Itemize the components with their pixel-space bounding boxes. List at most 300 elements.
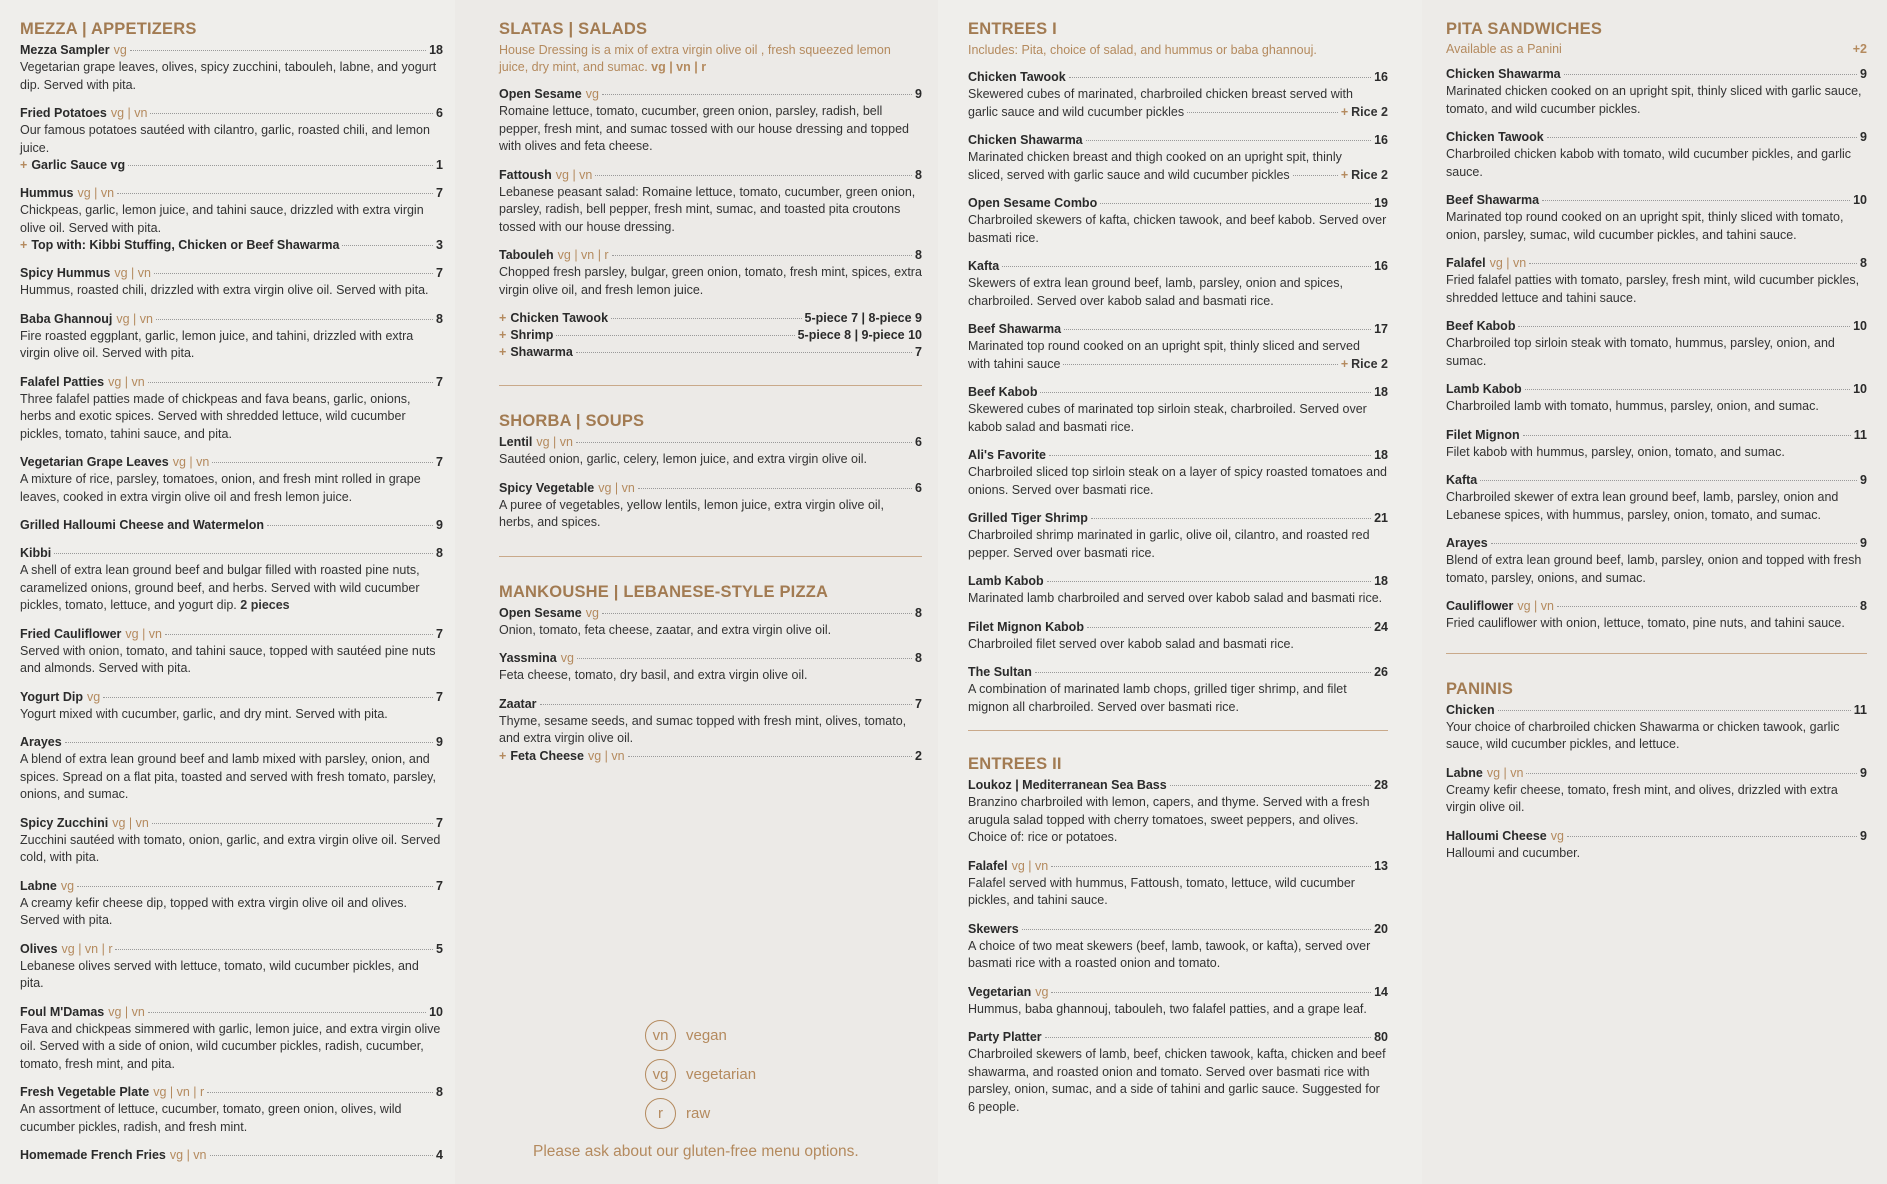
- paninis-list: [1446, 702, 1867, 863]
- dot-leader: [602, 613, 912, 614]
- menu-item: [968, 1029, 1388, 1116]
- menu-item-header: [968, 1029, 1388, 1046]
- menu-item-description: Charbroiled chicken kabob with tomato, wild cucumber pickles, and garlic sauce.: [1446, 147, 1852, 179]
- menu-item-price: 11: [1853, 702, 1867, 717]
- pita-list: [1446, 66, 1867, 633]
- menu-item-header: [1446, 472, 1867, 489]
- dot-leader: [1100, 203, 1371, 204]
- menu-item-header: [499, 605, 922, 622]
- menu-item-description: Marinated top round cooked on an upright spit, thinly sliced with tomato, onion, parsley, sumac, wild cucumber pickles, and tahini sauce.: [1446, 210, 1844, 242]
- dot-leader: [54, 553, 433, 554]
- menu-item-price: 10: [1853, 193, 1867, 207]
- menu-item-price: 19: [1374, 196, 1388, 210]
- dot-leader: [130, 50, 426, 51]
- section-title-pizza: MANKOUSHE | LEBANESE-STYLE PIZZA: [499, 582, 829, 601]
- menu-item-price: 18: [1374, 574, 1388, 588]
- menu-item: [1446, 828, 1867, 863]
- menu-item-header: [20, 311, 443, 328]
- section-title-paninis: PANINIS: [1446, 679, 1514, 698]
- menu-item-description: Hummus, roasted chili, drizzled with extra virgin olive oil. Served with pita.: [20, 283, 429, 297]
- menu-item: [499, 480, 922, 532]
- menu-item-header: [499, 696, 922, 713]
- diet-tags: vg | vn: [108, 1004, 145, 1019]
- menu-item-description: Charbroiled lamb with tomato, hummus, parsley, onion, and sumac.: [1446, 399, 1819, 413]
- menu-item: [20, 878, 443, 930]
- menu-item-name: Grilled Tiger Shrimp: [968, 511, 1088, 525]
- menu-item-price: 7: [436, 626, 443, 641]
- menu-item-price: 10: [429, 1004, 443, 1019]
- dot-leader: [128, 165, 433, 166]
- menu-item-name: Beef Kabob: [1446, 319, 1516, 333]
- menu-item-header: [968, 258, 1388, 275]
- legend-label: vegan: [686, 1027, 727, 1044]
- menu-item-header: [20, 517, 443, 534]
- menu-item: [499, 696, 922, 765]
- menu-item-description: Yogurt mixed with cucumber, garlic, and dry mint. Served with pita.: [20, 706, 388, 721]
- menu-item-name: Lamb Kabob: [968, 574, 1044, 588]
- menu-item-price: 9: [436, 735, 443, 749]
- menu-item: [1446, 192, 1867, 244]
- dot-leader: [1491, 543, 1857, 544]
- menu-item-name: Falafel: [1446, 256, 1486, 270]
- menu-item-price: 8: [915, 651, 922, 665]
- menu-item-description: Onion, tomato, feta cheese, zaatar, and extra virgin olive oil.: [499, 622, 832, 637]
- menu-item-name: Fresh Vegetable Plate: [20, 1085, 150, 1099]
- menu-item-extra: [1341, 167, 1388, 185]
- menu-item-name: Beef Shawarma: [968, 322, 1062, 336]
- menu-item-header: [968, 384, 1388, 401]
- menu-item-header: [499, 86, 922, 103]
- menu-item-price: 9: [436, 518, 443, 532]
- menu-item-price: 7: [436, 455, 443, 469]
- addon-row: [20, 237, 443, 254]
- menu-item-price: 80: [1374, 1030, 1388, 1044]
- menu-item-header: [20, 185, 443, 202]
- diet-tags: vg | vn: [1011, 858, 1049, 873]
- addon-name: Feta Cheese: [510, 748, 584, 763]
- menu-item-price: 5: [436, 941, 443, 956]
- dot-leader: [1045, 1037, 1371, 1038]
- menu-item: [1446, 255, 1867, 307]
- diet-tags: vg | vn: [1486, 765, 1524, 780]
- menu-item-description: garlic sauce and wild cucumber pickles: [968, 104, 1185, 119]
- menu-item-name: Spicy Hummus: [20, 266, 111, 280]
- menu-item-description: Charbroiled top sirloin steak with tomato, hummus, parsley, onion, and sumac.: [1446, 336, 1835, 368]
- menu-item-price: 9: [1860, 536, 1867, 550]
- legend-label: raw: [686, 1105, 711, 1122]
- diet-tags: vg | vn: [1517, 599, 1554, 613]
- menu-item-price: 16: [1374, 70, 1388, 84]
- gluten-free-note: Please ask about our gluten-free menu options.: [533, 1143, 859, 1160]
- menu-item-header: [499, 480, 922, 497]
- menu-item-description: Charbroiled sliced top sirloin steak on a layer of spicy roasted tomatoes and onions. Served over basmati rice.: [968, 465, 1387, 497]
- menu-item-description: Charbroiled skewers of lamb, beef, chicken tawook, kafta, chicken and beef shawarma, and roasted onion and tomato. Served over basmati rice with parsley, onion, sumac, and a side of tahini and garlic sauce. Suggested for 6 people.: [968, 1047, 1386, 1114]
- menu-item-description: Chopped fresh parsley, bulgar, green onion, tomato, fresh mint, spices, extra virgin olive oil, and fresh lemon juice.: [499, 265, 922, 297]
- menu-item: [968, 573, 1388, 608]
- dot-leader: [267, 525, 433, 526]
- menu-item-header: [20, 374, 443, 391]
- section-title-salads: SLATAS | SALADS: [499, 20, 648, 38]
- diet-tags: vg | vn | r: [153, 1085, 205, 1099]
- menu-item-price: 9: [1860, 765, 1867, 780]
- menu-item-name: Grilled Halloumi Cheese and Watermelon: [20, 518, 265, 532]
- menu-item-description: sliced, served with garlic sauce and wild cucumber pickles: [968, 167, 1290, 182]
- dot-leader: [342, 245, 433, 246]
- plus-icon: +: [20, 158, 28, 172]
- menu-item-header: [1446, 318, 1867, 335]
- diet-tags: vg: [1550, 828, 1564, 843]
- menu-item: [20, 311, 443, 363]
- dot-leader: [152, 823, 433, 824]
- dot-leader: [628, 756, 912, 757]
- section-title-soups: SHORBA | SOUPS: [499, 412, 645, 430]
- menu-item: [20, 689, 443, 724]
- addon-name: Top with: Kibbi Stuffing, Chicken or Beef Shawarma: [31, 238, 340, 252]
- menu-item-description: Thyme, sesame seeds, and sumac topped with fresh mint, olives, tomato, and extra virgin olive oil.: [499, 713, 907, 745]
- menu-item: [20, 517, 443, 534]
- menu-item-name: Lentil: [499, 435, 533, 449]
- menu-item-price: 8: [1860, 599, 1867, 613]
- menu-item-header: [20, 105, 443, 122]
- menu-item-name: Labne: [1446, 765, 1483, 780]
- diet-tags: vg: [585, 605, 599, 620]
- menu-item: [1446, 318, 1867, 370]
- menu-item-name: Lamb Kabob: [1446, 382, 1522, 396]
- legend-vegetarian: [645, 1059, 756, 1090]
- menu-item-description: Halloumi and cucumber.: [1446, 845, 1581, 860]
- menu-item-price: 9: [1860, 828, 1867, 843]
- dot-leader: [154, 273, 433, 274]
- menu-item-extra: [1341, 356, 1388, 374]
- menu-item: [1446, 66, 1867, 118]
- menu-item-name: Open Sesame: [499, 605, 582, 620]
- menu-item-name: Fried Cauliflower: [20, 626, 122, 641]
- plus-icon: +: [1340, 356, 1349, 371]
- diet-tags: vg | vn | r: [557, 248, 609, 262]
- menu-item-description: A shell of extra lean ground beef and bulgar filled with roasted pine nuts, caramelized onions, ground beef, and herbs. Served with wild cucumber pickles, tomato, lettuce, and yogurt dip. 2 pieces: [20, 563, 420, 612]
- menu-item-header: [20, 1084, 443, 1101]
- menu-item-description: Marinated top round cooked on an upright spit, thinly sliced and served: [968, 339, 1360, 353]
- menu-item-price: 8: [915, 248, 922, 262]
- menu-item: [968, 132, 1388, 184]
- menu-item-price: 7: [436, 689, 443, 704]
- addon-row: [20, 157, 443, 174]
- dot-leader: [103, 697, 433, 698]
- menu-item-price: 8: [915, 167, 922, 182]
- menu-item-header: [1446, 192, 1867, 209]
- menu-item-price: 8: [915, 605, 922, 620]
- raw-icon: r: [645, 1098, 676, 1129]
- menu-item-description: Lebanese peasant salad: Romaine lettuce, tomato, cucumber, green onion, parsley, radish, bell pepper, fresh mint, sumac, and toasted pita croutons tossed with our house dressing.: [499, 184, 916, 234]
- menu-item-price: 8: [1860, 256, 1867, 270]
- menu-item-price: 9: [1860, 67, 1867, 81]
- menu-item-header: [1446, 381, 1867, 398]
- menu-item: [499, 167, 922, 237]
- menu-item-description: Three falafel patties made of chickpeas and fava beans, garlic, onions, herbs and exotic spices. Served with shredded lettuce, wild cucumber pickles, tomato, tahini sauce, and pita.: [20, 391, 411, 441]
- menu-item: [968, 984, 1388, 1019]
- dot-leader: [1002, 266, 1371, 267]
- menu-item-description: Sautéed onion, garlic, celery, lemon juice, and extra virgin olive oil.: [499, 452, 868, 466]
- menu-item-description: Charbroiled skewers of kafta, chicken tawook, and beef kabob. Served over basmati rice.: [968, 213, 1387, 245]
- menu-item-header: [968, 777, 1388, 794]
- diet-tags: vg: [86, 689, 101, 704]
- panel-mezza: [0, 0, 455, 1184]
- menu-item-price: 18: [1374, 385, 1388, 399]
- menu-item-name: Fried Potatoes: [20, 106, 107, 120]
- addon-row: [499, 748, 922, 765]
- menu-item-name: Filet Mignon: [1446, 427, 1520, 442]
- menu-item-name: Yogurt Dip: [20, 689, 83, 704]
- menu-item: [968, 510, 1388, 562]
- dot-leader: [1047, 581, 1371, 582]
- menu-item: [499, 86, 922, 156]
- panel-pita-paninis: [1422, 0, 1887, 1184]
- menu-item-description: Vegetarian grape leaves, olives, spicy zucchini, tabouleh, labne, and yogurt dip. Served with pita.: [20, 60, 437, 92]
- section-title-entrees-1: ENTREES I: [968, 20, 1057, 38]
- extra-label: Rice 2: [1351, 356, 1388, 371]
- addon-name: Shrimp: [510, 328, 554, 342]
- menu-item-price: 20: [1374, 921, 1388, 936]
- menu-item-description: Marinated lamb charbroiled and served over kabob salad and basmati rice.: [968, 591, 1383, 605]
- plus-icon: +: [499, 748, 507, 763]
- mezza-list: [20, 42, 443, 1164]
- menu-item-name: Arayes: [20, 735, 62, 749]
- dot-leader: [1063, 364, 1337, 365]
- menu-item: [968, 258, 1388, 310]
- menu-item-price: 18: [429, 43, 443, 57]
- menu-item-price: 18: [1374, 448, 1388, 462]
- addon-row: [499, 344, 922, 361]
- dot-leader: [212, 462, 433, 463]
- diet-tags: vg | vn: [169, 1148, 207, 1162]
- dot-leader: [1557, 606, 1857, 607]
- menu-item-price: 7: [436, 815, 443, 830]
- menu-item-header: [20, 454, 443, 471]
- menu-item: [968, 321, 1388, 373]
- menu-item-name: Filet Mignon Kabob: [968, 619, 1084, 634]
- addon-price: 2: [915, 748, 922, 763]
- menu-item-price: 8: [436, 311, 443, 326]
- menu-item: [1446, 702, 1867, 754]
- menu-item-header: [499, 434, 922, 451]
- dot-leader: [611, 318, 802, 319]
- menu-item-header: [20, 626, 443, 643]
- menu-item-header: [968, 858, 1388, 875]
- menu-item-header: [968, 447, 1388, 464]
- diet-legend: [645, 1020, 756, 1137]
- menu-item: [1446, 598, 1867, 633]
- addon-price: 1: [436, 158, 443, 172]
- diet-tags: vg | vn: [112, 815, 149, 830]
- menu-item-price: 21: [1374, 511, 1388, 525]
- addon-name: Chicken Tawook: [510, 311, 609, 325]
- menu-item-price: 14: [1374, 984, 1388, 999]
- menu-item-description: A choice of two meat skewers (beef, lamb, tawook, or kafta), served over basmati rice with a roasted onion and tomato.: [968, 938, 1371, 970]
- menu-item-header: [499, 167, 922, 184]
- menu-item-description: A combination of marinated lamb chops, grilled tiger shrimp, and filet mignon all charbroiled. Served over basmati rice.: [968, 682, 1347, 714]
- menu-item-price: 28: [1374, 778, 1388, 792]
- vegetarian-icon: vg: [645, 1059, 676, 1090]
- menu-item-header: [1446, 535, 1867, 552]
- dot-leader: [77, 886, 433, 887]
- diet-tags: vg: [113, 43, 127, 57]
- menu-item-name: Beef Kabob: [968, 385, 1038, 399]
- dot-leader: [1086, 140, 1371, 141]
- salads-note: House Dressing is a mix of extra virgin olive oil , fresh squeezed lemon juice, dry mint, and sumac. vg | vn | r: [499, 43, 891, 74]
- dot-leader: [1051, 992, 1371, 993]
- menu-item-name: Falafel: [968, 858, 1008, 873]
- menu-item-description: Falafel served with hummus, Fattoush, tomato, lettuce, wild cucumber pickles, and tahini sauce.: [968, 875, 1355, 907]
- diet-tags: vg | vn: [108, 374, 145, 389]
- menu-item: [20, 265, 443, 300]
- menu-item-description: Blend of extra lean ground beef, lamb, parsley, onion and topped with fresh tomato, parsley, onions, and sumac.: [1446, 553, 1862, 585]
- menu-item-description: A blend of extra lean ground beef and lamb mixed with parsley, onion, and spices. Spread on a flat pita, toasted and served with fresh tomato, parsley, onions, and sumac.: [20, 752, 436, 801]
- menu-item: [20, 626, 443, 678]
- diet-tags: vg | vn: [598, 480, 635, 495]
- dot-leader: [1064, 329, 1371, 330]
- menu-item-name: Spicy Vegetable: [499, 480, 595, 495]
- menu-item-name: Fattoush: [499, 167, 552, 182]
- menu-item-description: Fried cauliflower with onion, lettuce, tomato, pine nuts, and tahini sauce.: [1446, 616, 1845, 630]
- dot-leader: [595, 175, 912, 176]
- menu-item-price: 7: [436, 186, 443, 200]
- menu-item-price: 13: [1374, 858, 1388, 873]
- menu-item: [968, 921, 1388, 973]
- menu-item: [20, 815, 443, 867]
- menu-item-name: Chicken Tawook: [1446, 130, 1544, 144]
- menu-item: [1446, 381, 1867, 416]
- menu-item-name: Yassmina: [499, 651, 557, 665]
- menu-item-description: Hummus, baba ghannouj, tabouleh, two falafel patties, and a grape leaf.: [968, 1001, 1367, 1016]
- diet-tags: vg: [1035, 984, 1049, 999]
- menu-item: [968, 447, 1388, 499]
- entrees-1-list: [968, 69, 1388, 716]
- addon-price: 3: [436, 238, 443, 252]
- menu-item-name: Kafta: [968, 259, 1000, 273]
- menu-item-description: Chickpeas, garlic, lemon juice, and tahini sauce, drizzled with extra virgin olive oil. Served with pita.: [20, 203, 424, 235]
- menu-item-header: [20, 734, 443, 751]
- divider: [968, 730, 1388, 731]
- divider: [1446, 653, 1867, 654]
- menu-item-description: Fava and chickpeas simmered with garlic, lemon juice, and extra virgin olive oil. Served with a side of onion, wild cucumber pickles, radish, cucumber, tomato, fresh mint, and pita.: [20, 1021, 441, 1071]
- menu-item-description: Filet kabob with hummus, parsley, onion, tomato, and sumac.: [1446, 444, 1785, 459]
- dot-leader: [1022, 929, 1371, 930]
- addon-price: 5-piece 8 | 9-piece 10: [797, 328, 922, 342]
- menu-item: [20, 1004, 443, 1074]
- dot-leader: [1480, 480, 1857, 481]
- menu-item-name: Open Sesame Combo: [968, 196, 1098, 210]
- diet-tags: vg | vn: [77, 186, 115, 200]
- diet-tags: vg | vn: [114, 266, 151, 280]
- menu-item-extra: [1341, 104, 1388, 122]
- menu-item-header: [1446, 66, 1867, 83]
- menu-item-price: 16: [1374, 259, 1388, 273]
- menu-item-description-line: [968, 356, 1388, 374]
- dot-leader: [1498, 710, 1851, 711]
- menu-item-description: Romaine lettuce, tomato, cucumber, green onion, parsley, radish, bell pepper, fresh mint, and sumac tossed with our house dressing and topped with olives and feta cheese.: [499, 104, 909, 153]
- legend-raw: [645, 1098, 756, 1129]
- menu-item-header: [1446, 765, 1867, 782]
- diet-tags: vg | vn: [1489, 256, 1527, 270]
- dot-leader: [1547, 137, 1857, 138]
- menu-item-description: A puree of vegetables, yellow lentils, lemon juice, extra virgin olive oil, herbs, and spices.: [499, 497, 884, 529]
- menu-item-description: Feta cheese, tomato, dry basil, and extra virgin olive oil.: [499, 668, 808, 682]
- plus-icon: +: [1340, 104, 1349, 119]
- menu-item-price: 6: [436, 106, 443, 120]
- menu-item: [1446, 427, 1867, 462]
- dot-leader: [638, 488, 912, 489]
- dot-leader: [115, 949, 433, 950]
- menu-item: [968, 777, 1388, 847]
- dot-leader: [210, 1155, 434, 1156]
- menu-item-header: [968, 321, 1388, 338]
- divider: [499, 385, 922, 386]
- plus-icon: +: [499, 311, 507, 325]
- legend-label: vegetarian: [686, 1066, 757, 1083]
- dot-leader: [65, 742, 433, 743]
- dot-leader: [577, 658, 912, 659]
- dot-leader: [207, 1092, 433, 1093]
- menu-item-description-line: [968, 104, 1388, 122]
- entrees-1-note: Includes: Pita, choice of salad, and hummus or baba ghannouj.: [968, 43, 1317, 57]
- dot-leader: [1051, 866, 1371, 867]
- menu-item-note: 2 pieces: [240, 598, 290, 612]
- menu-item-header: [20, 545, 443, 562]
- menu-item-description: Served with onion, tomato, and tahini sauce, topped with sautéed pine nuts and almonds. Served with pita.: [20, 643, 436, 675]
- menu-item-description: Your choice of charbroiled chicken Shawarma or chicken tawook, garlic sauce, wild cucumber pickles, and lettuce.: [1446, 719, 1840, 751]
- menu-item-name: Hummus: [20, 186, 74, 200]
- menu-item-description: Charbroiled shrimp marinated in garlic, olive oil, cilantro, and roasted red pepper. Served over basmati rice.: [968, 528, 1370, 560]
- dot-leader: [165, 634, 433, 635]
- dot-leader: [1049, 455, 1371, 456]
- menu-item-price: 10: [1853, 319, 1867, 333]
- menu-item: [968, 858, 1388, 910]
- menu-item: [968, 195, 1388, 247]
- menu-item-header: [968, 921, 1388, 938]
- menu-item-price: 17: [1374, 322, 1388, 336]
- menu-item-header: [968, 664, 1388, 681]
- dot-leader: [556, 335, 794, 336]
- salads-addons: [499, 310, 922, 361]
- section-title-entrees-2: ENTREES II: [968, 755, 1062, 773]
- menu-item: [968, 69, 1388, 121]
- menu-item-header: [1446, 598, 1867, 615]
- menu-item-description: Marinated chicken breast and thigh cooked on an upright spit, thinly: [968, 150, 1342, 164]
- menu-item-header: [20, 815, 443, 832]
- panel-entrees: [938, 0, 1422, 1184]
- menu-item: [968, 384, 1388, 436]
- diet-tags: vg: [560, 651, 574, 665]
- dot-leader: [1293, 175, 1338, 176]
- menu-item-price: 16: [1374, 133, 1388, 147]
- menu-item-name: The Sultan: [968, 665, 1032, 679]
- menu-item-price: 24: [1374, 619, 1388, 634]
- menu-item-name: Foul M'Damas: [20, 1004, 105, 1019]
- menu-item-description: Creamy kefir cheese, tomato, fresh mint, and olives, drizzled with extra virgin olive oil.: [1446, 782, 1838, 814]
- addon-name: Shawarma: [510, 345, 573, 359]
- menu-item-description: A mixture of rice, parsley, tomatoes, onion, and fresh mint rolled in grape leaves, cooked in extra virgin olive oil and fresh lemon juice.: [20, 472, 421, 504]
- menu-item: [499, 605, 922, 640]
- dot-leader: [1567, 836, 1857, 837]
- menu-item-description: An assortment of lettuce, cucumber, tomato, green onion, olives, wild cucumber pickles, radish, and fresh mint.: [20, 1102, 402, 1134]
- diet-tags: vg | vn: [555, 167, 593, 182]
- addon-row: [499, 310, 922, 327]
- diet-tags: vg | vn: [116, 311, 153, 326]
- menu-item-price: 9: [1860, 473, 1867, 487]
- diet-tags: vg: [60, 878, 75, 893]
- menu-item-description: Zucchini sautéed with tomato, onion, garlic, and extra virgin olive oil. Served cold, with pita.: [20, 832, 441, 864]
- menu-item-name: Chicken Shawarma: [1446, 67, 1561, 81]
